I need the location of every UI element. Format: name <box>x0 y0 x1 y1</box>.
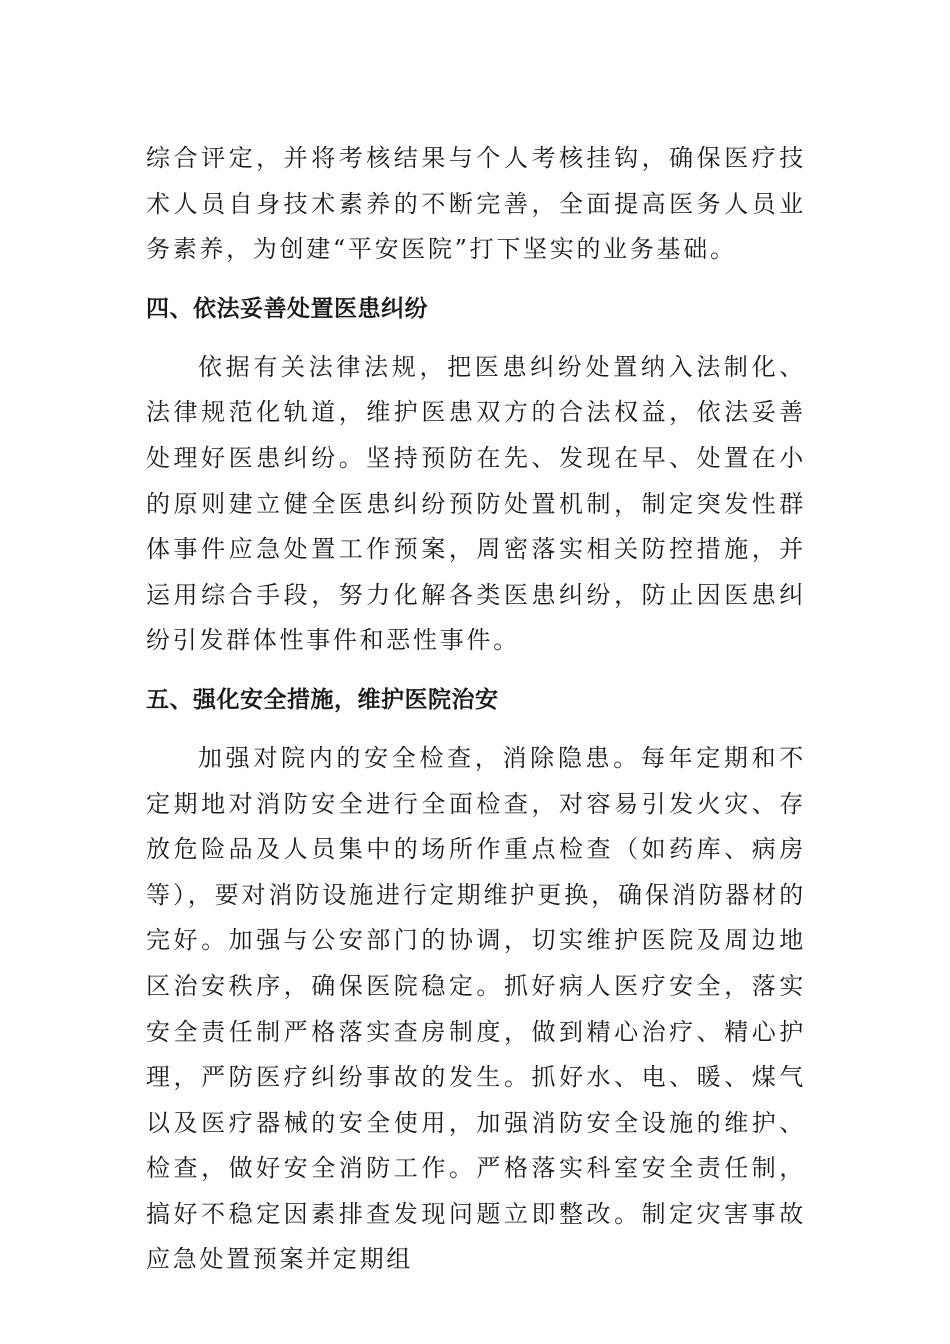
section-heading-5: 五、强化安全措施，维护医院治安 <box>146 686 499 713</box>
section-heading-4: 四、依法妥善处置医患纠纷 <box>146 295 428 322</box>
document-page <box>146 136 806 1283</box>
paragraph-section-5: 加强对院内的安全检查，消除隐患。每年定期和不定期地对消防安全进行全面检查，对容易引发火灾、存放危险品及人员集中的场所作重点检查（如药库、病房等），要对消防设施进行定期维护更换，确保消防器材的完好。加强与公安部门的协调，切实维护医院及周边地区治安秩序，确保医院稳定。抓好病人医疗安全，落实安全责任制严格落实查房制度，做到精心治疗、精心护理，严防医疗纠纷事故的发生。抓好水、电、暖、煤气以及医疗器械的安全使用，加强消防安全设施的维护、检查，做好安全消防工作。严格落实科室安全责任制，搞好不稳定因素排查发现问题立即整改。制定灾害事故应急处置预案并定期组 <box>146 743 806 1274</box>
paragraph-continued: 综合评定，并将考核结果与个人考核挂钩，确保医疗技术人员自身技术素养的不断完善，全面提高医务人员业务素养，为创建“平安医院”打下坚实的业务基础。 <box>146 144 806 264</box>
paragraph-section-4: 依据有关法律法规，把医患纠纷处置纳入法制化、法律规范化轨道，维护医患双方的合法权益，依法妥善处理好医患纠纷。坚持预防在先、发现在早、处置在小的原则建立健全医患纠纷预防处置机制，制定突发性群体事件应急处置工作预案，周密落实相关防控措施，并运用综合手段，努力化解各类医患纠纷，防止因医患纠纷引发群体性事件和恶性事件。 <box>146 352 806 655</box>
